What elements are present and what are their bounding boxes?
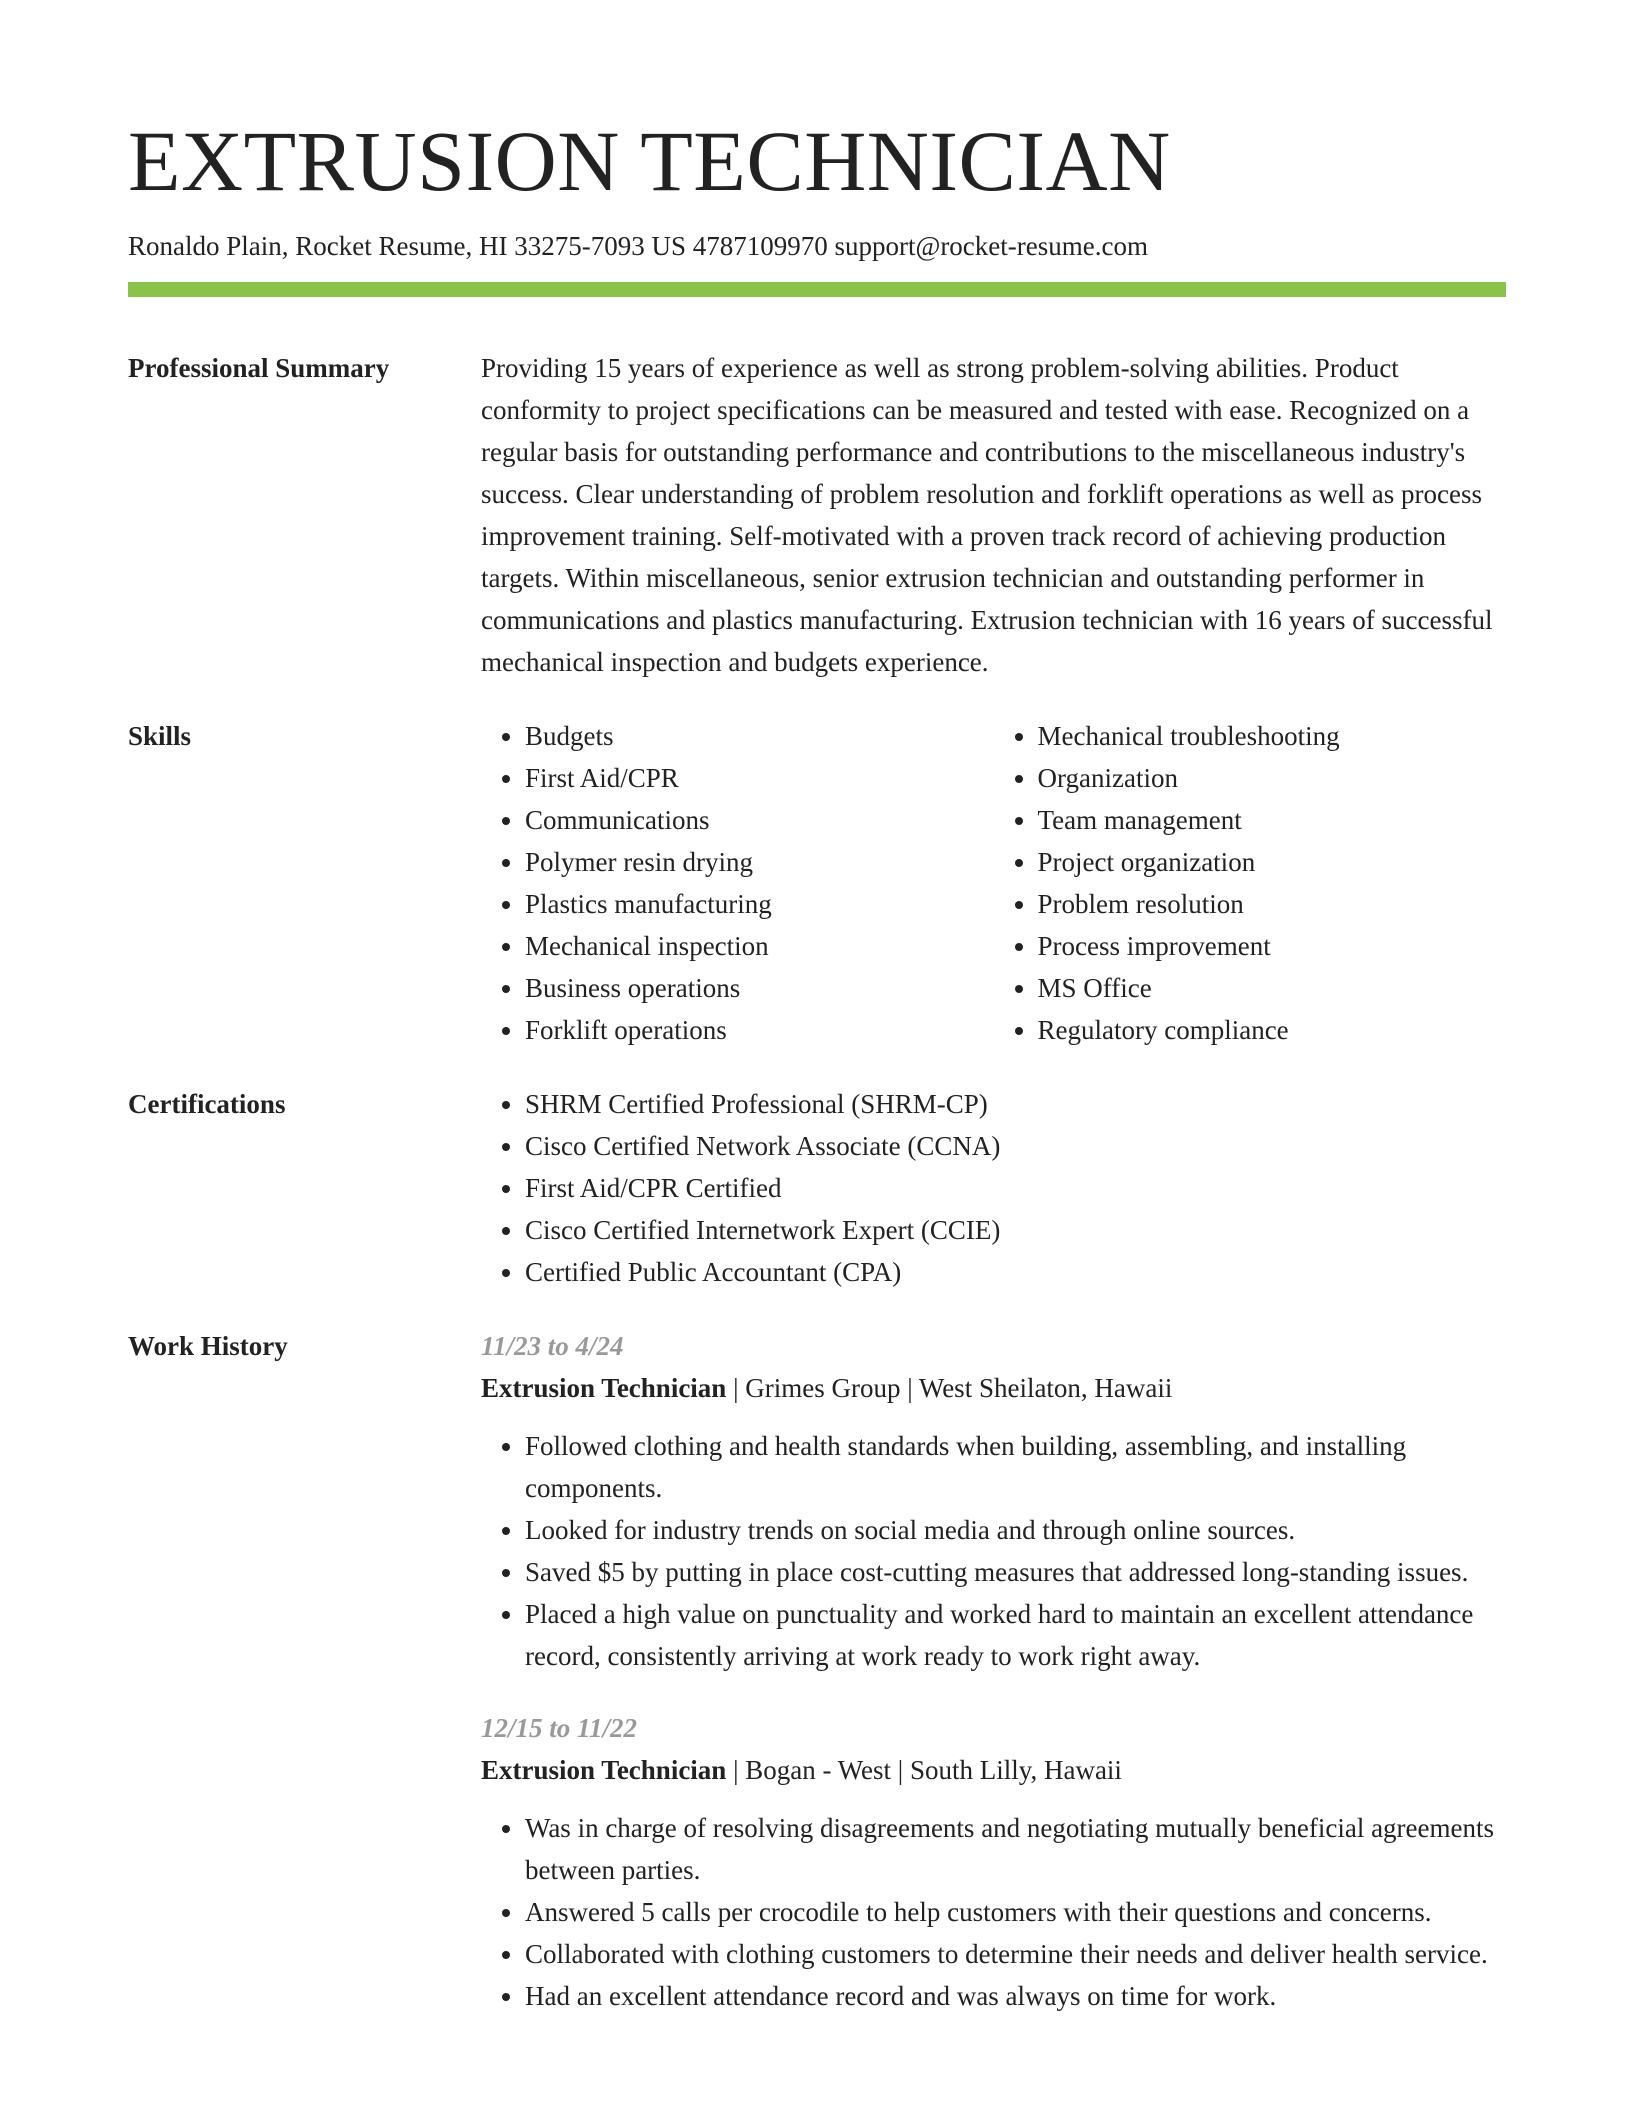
certifications-body xyxy=(481,1083,1506,1293)
skill-item: • Regulatory compliance xyxy=(1038,1009,1507,1051)
job-bullet: • Saved $5 by putting in place cost-cutting measures that addressed long-standing issues. xyxy=(525,1551,1506,1593)
skill-item: • First Aid/CPR xyxy=(525,757,994,799)
skill-item: • Polymer resin drying xyxy=(525,841,994,883)
certifications-section xyxy=(128,1083,1506,1293)
skill-item: • MS Office xyxy=(1038,967,1507,1009)
skill-item: • Mechanical inspection xyxy=(525,925,994,967)
job-dates: 11/23 to 4/24 xyxy=(481,1331,624,1362)
job-heading xyxy=(481,1367,1506,1409)
job-bullet: • Placed a high value on punctuality and worked hard to maintain an excellent attendance record, consistently arriving at work ready to work right away. xyxy=(525,1593,1506,1677)
certification-item: • SHRM Certified Professional (SHRM-CP) xyxy=(525,1083,1506,1125)
job-title: Extrusion Technician xyxy=(481,1373,727,1404)
job-company-location: | Grimes Group | West Sheilaton, Hawaii xyxy=(726,1373,1173,1404)
skills-list-left xyxy=(481,715,994,1051)
summary-text: Providing 15 years of experience as well as strong problem-solving abilities. Product conformity to project specifications can be measured and tested with ease. Recognized on a regular basis for outstanding performance and contributions to the miscellaneous industry's success. Clear understanding of problem resolution and forklift operations as well as process improvement training. Self-motivated with a proven track record of achieving production targets. Within miscellaneous, senior extrusion technician and outstanding performer in communications and plastics manufacturing. Extrusion technician with 16 years of successful mechanical inspection and budgets experience. xyxy=(481,353,1493,678)
certification-item: • Cisco Certified Network Associate (CCNA) xyxy=(525,1125,1506,1167)
resume-title: EXTRUSION TECHNICIAN xyxy=(128,113,1171,209)
job-bullet: • Collaborated with clothing customers to determine their needs and deliver health service. xyxy=(525,1933,1506,1975)
certification-item: • Certified Public Accountant (CPA) xyxy=(525,1251,1506,1293)
skill-item: • Forklift operations xyxy=(525,1009,994,1051)
job-entry xyxy=(481,1325,1506,1677)
summary-label: Professional Summary xyxy=(128,353,390,384)
job-bullet: • Answered 5 calls per crocodile to help customers with their questions and concerns. xyxy=(525,1891,1506,1933)
skill-item: • Business operations xyxy=(525,967,994,1009)
skills-list-right xyxy=(994,715,1507,1051)
job-bullet: • Looked for industry trends on social media and through online sources. xyxy=(525,1509,1506,1551)
job-bullets xyxy=(481,1807,1506,2017)
skill-item: • Project organization xyxy=(1038,841,1507,883)
work-history-body xyxy=(481,1325,1506,2017)
skill-item: • Problem resolution xyxy=(1038,883,1507,925)
skill-item: • Process improvement xyxy=(1038,925,1507,967)
job-bullet: • Followed clothing and health standards when building, assembling, and installing components. xyxy=(525,1425,1506,1509)
work-history-label: Work History xyxy=(128,1331,288,1362)
skills-label: Skills xyxy=(128,721,192,752)
skill-item: • Organization xyxy=(1038,757,1507,799)
work-history-section xyxy=(128,1325,1506,2017)
job-bullet: • Had an excellent attendance record and was always on time for work. xyxy=(525,1975,1506,2017)
certifications-label: Certifications xyxy=(128,1089,286,1120)
job-dates: 12/15 to 11/22 xyxy=(481,1713,638,1744)
skill-item: • Team management xyxy=(1038,799,1507,841)
accent-divider xyxy=(128,282,1506,297)
job-title: Extrusion Technician xyxy=(481,1755,727,1786)
skills-grid xyxy=(481,715,1506,1051)
job-bullet: • Was in charge of resolving disagreements and negotiating mutually beneficial agreements between parties. xyxy=(525,1807,1506,1891)
job-heading xyxy=(481,1749,1506,1791)
certification-item: • First Aid/CPR Certified xyxy=(525,1167,1506,1209)
skill-item: • Mechanical troubleshooting xyxy=(1038,715,1507,757)
skill-item: • Plastics manufacturing xyxy=(525,883,994,925)
resume-page xyxy=(128,113,1506,2017)
certification-item: • Cisco Certified Internetwork Expert (CCIE) xyxy=(525,1209,1506,1251)
job-company-location: | Bogan - West | South Lilly, Hawaii xyxy=(726,1755,1122,1786)
certifications-list xyxy=(481,1083,1506,1293)
job-bullets xyxy=(481,1425,1506,1677)
skill-item: • Budgets xyxy=(525,715,994,757)
skill-item: • Communications xyxy=(525,799,994,841)
job-entry xyxy=(481,1707,1506,2017)
contact-line: Ronaldo Plain, Rocket Resume, HI 33275-7093 US 4787109970 support@rocket-resume.com xyxy=(128,231,1148,261)
skills-section xyxy=(128,715,1506,1051)
summary-section xyxy=(128,347,1506,683)
